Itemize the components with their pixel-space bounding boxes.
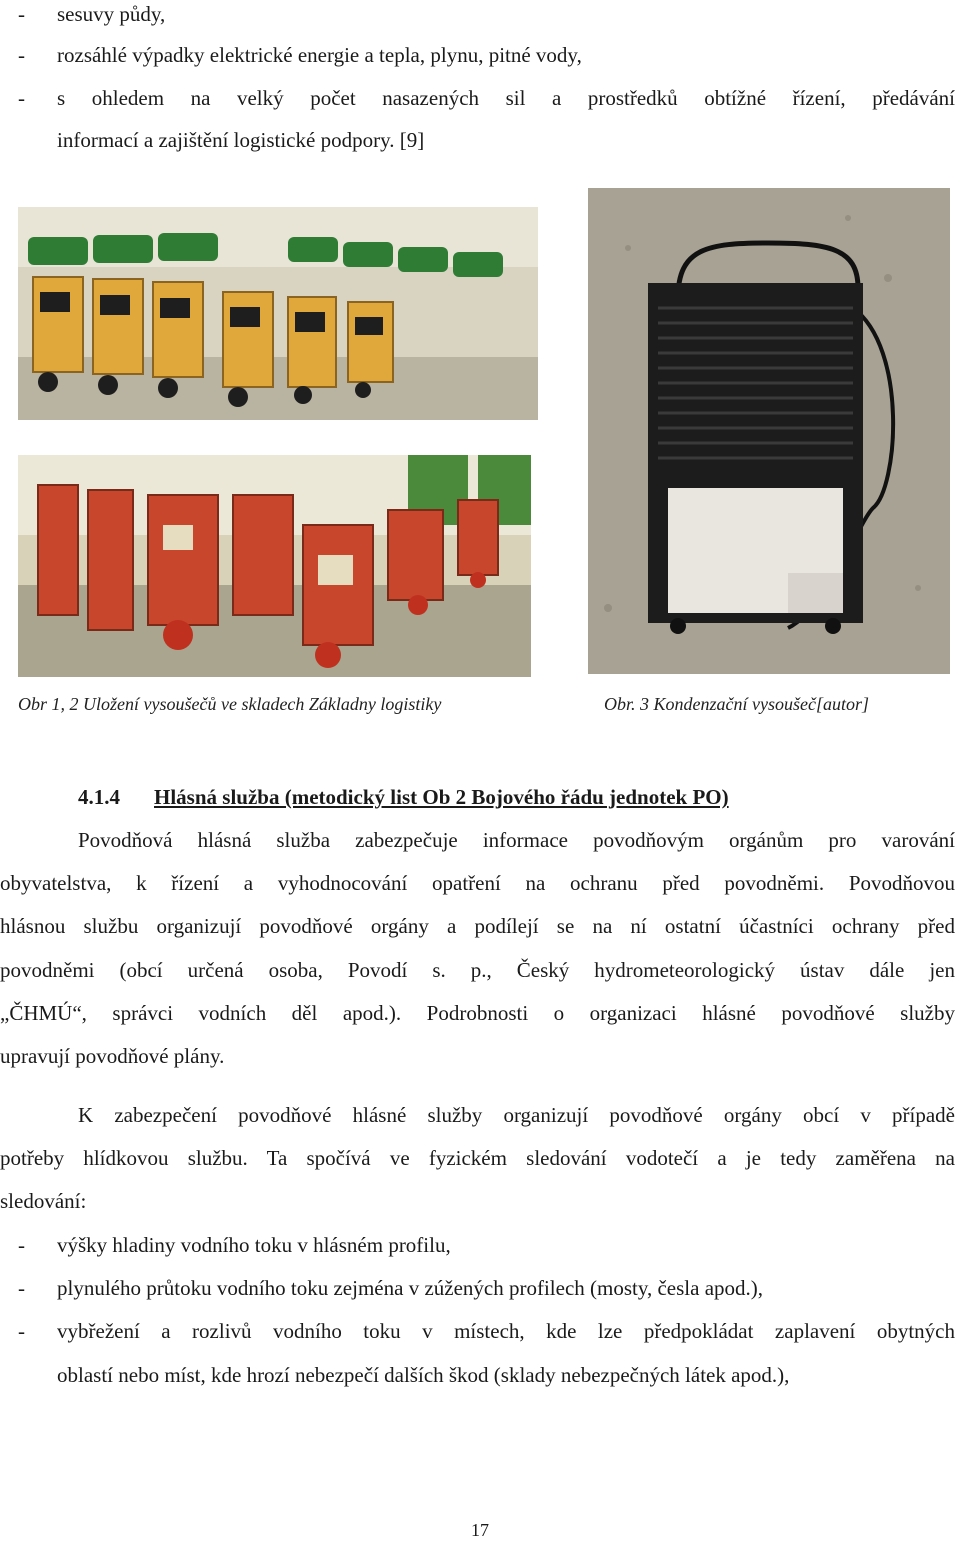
bullet-text: rozsáhlé výpadky elektrické energie a tepla, plynu, pitné vody, <box>57 43 582 67</box>
bullet-text: s ohledem na velký počet nasazených sil a prostředků obtížné řízení, předávání <box>57 86 955 110</box>
bullet-dash: - <box>18 1319 25 1343</box>
paragraph-line: obyvatelstva, k řízení a vyhodnocování opatření na ochranu před povodněmi. Povodňovou <box>0 871 955 895</box>
bullet-text: vybřežení a rozlivů vodního toku v místech, kde lze předpokládat zaplavení obytných <box>57 1319 955 1343</box>
condensation-dryer-photo <box>588 188 950 674</box>
figure-caption-left: Obr 1, 2 Uložení vysoušečů ve skladech Základny logistiky <box>18 694 442 714</box>
bullet-continuation: oblastí nebo míst, kde hrozí nebezpečí dalších škod (sklady nebezpečných látek apod.), <box>57 1363 790 1387</box>
paragraph-line: sledování: <box>0 1189 87 1213</box>
paragraph-line: „ČHMÚ“, správci vodních děl apod.). Podrobnosti o organizaci hlásné povodňové služby <box>0 1001 955 1025</box>
warehouse-photo-yellow-dryers <box>18 207 538 420</box>
paragraph-line: potřeby hlídkovou službu. Ta spočívá ve fyzickém sledování vodotečí a je tedy zaměřena na <box>0 1146 955 1170</box>
bullet-dash: - <box>18 43 25 67</box>
bullet-dash: - <box>18 2 25 26</box>
bullet-dash: - <box>18 1233 25 1257</box>
bullet-text: sesuvy půdy, <box>57 2 166 26</box>
section-number: 4.1.4 <box>78 785 120 809</box>
page-number: 17 <box>471 1520 489 1540</box>
bullet-dash: - <box>18 1276 25 1300</box>
bullet-dash: - <box>18 86 25 110</box>
paragraph-line: upravují povodňové plány. <box>0 1044 225 1068</box>
bullet-text: plynulého průtoku vodního toku zejména v zúžených profilech (mosty, česla apod.), <box>57 1276 764 1300</box>
paragraph-line: povodněmi (obcí určená osoba, Povodí s. p., Český hydrometeorologický ústav dále jen <box>0 958 955 982</box>
figure-caption-right: Obr. 3 Kondenzační vysoušeč[autor] <box>604 694 869 714</box>
section-title: Hlásná služba (metodický list Ob 2 Bojového řádu jednotek PO) <box>154 785 729 809</box>
paragraph-line: hlásnou službu organizují povodňové orgány a podílejí se na ní ostatní účastníci ochrany před <box>0 914 955 938</box>
warehouse-photo-red-dryers <box>18 455 531 677</box>
paragraph-line: K zabezpečení povodňové hlásné služby organizují povodňové orgány obcí v případě <box>78 1103 955 1127</box>
paragraph-line: Povodňová hlásná služba zabezpečuje informace povodňovým orgánům pro varování <box>78 828 955 852</box>
bullet-continuation: informací a zajištění logistické podpory. [9] <box>57 128 425 152</box>
section-heading <box>78 783 729 811</box>
bullet-text: výšky hladiny vodního toku v hlásném profilu, <box>57 1233 451 1257</box>
